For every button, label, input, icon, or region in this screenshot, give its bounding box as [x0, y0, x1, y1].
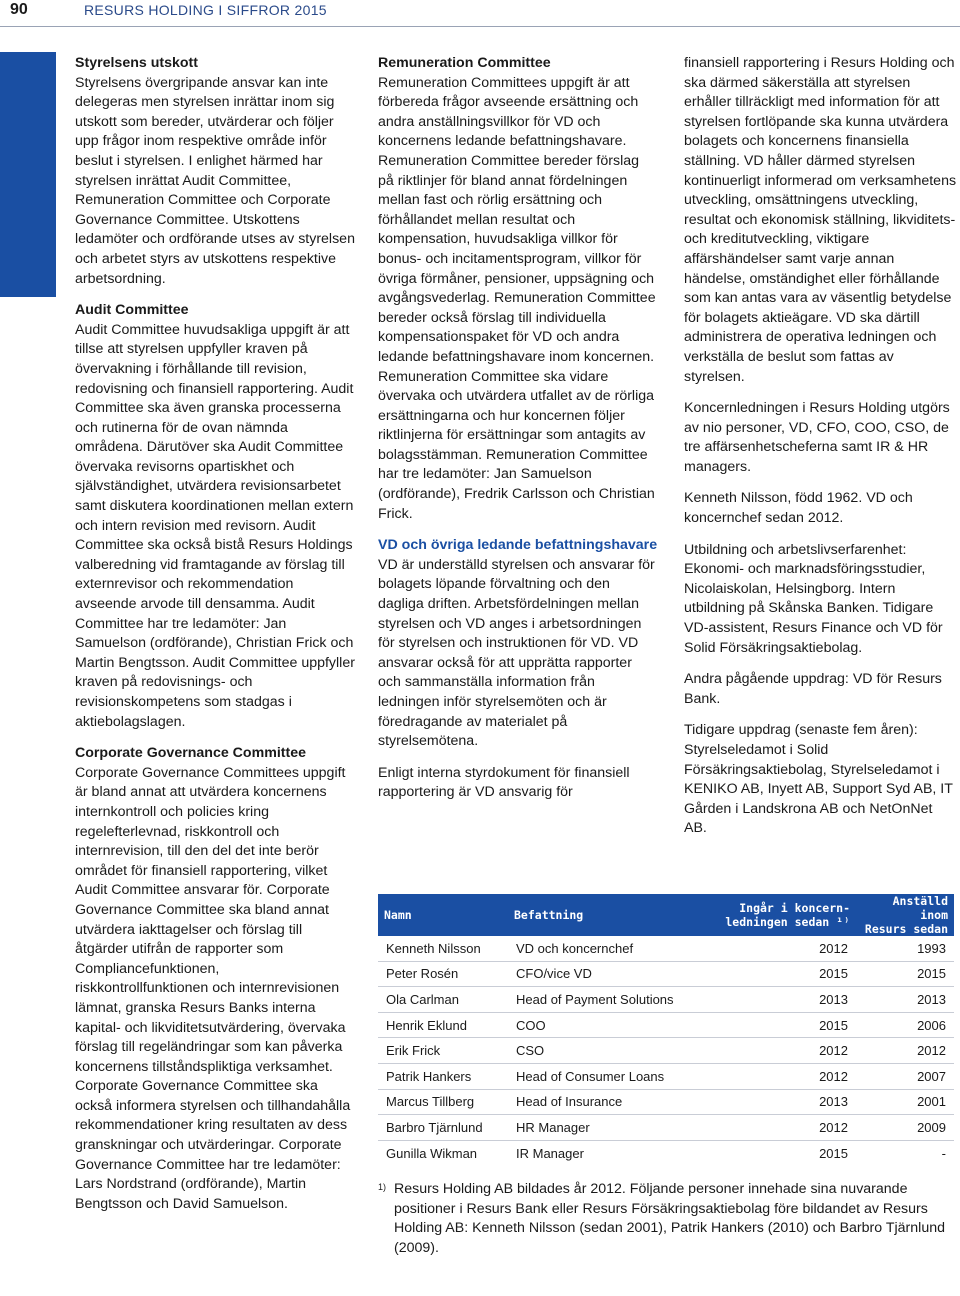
blue-side-bar: [0, 52, 56, 297]
section-corporate-governance: [75, 744, 355, 1214]
header-rule: [0, 26, 960, 27]
column-header-role: Befattning: [514, 908, 584, 922]
column-middle: [378, 54, 658, 815]
section-remuneration-committee: [378, 54, 658, 524]
paragraph: Remuneration Committees uppgift är att förbereda frågor avseende ersättning och andra anställningsvillkor för VD och koncernens ledande befattningshavare. Remuneration Committee bereder förslag på riktlinjer för bland annat fördelningen mellan fast och rörlig ersättning och förhållandet mellan resultat och kompensation, huvudsakliga villkor för bonus- och incitamentsprogram, villkor för övriga förmåner, pensioner, uppsägning och avgångsvederlag. Remuneration Committee bereder också förslag till individuella kompensationspaket för VD och andra ledande befattningshavare inom koncernen. Remuneration Committee ska vidare övervaka och utvärdera utfallet av de rörliga ersättningarna och hur koncernen följer riktlinjerna för ersättningar som antagits av bolagsstämman. Remuneration Committee har tre ledamöter: Jan Samuelson (ordförande), Fredrik Carlsson och Christian Frick.: [378, 74, 656, 522]
section-heading: Corporate Governance Committee: [75, 745, 306, 762]
section-heading: Audit Committee: [75, 302, 189, 319]
section-vd-ledning: [378, 536, 658, 803]
table-header-row: [378, 894, 954, 936]
running-head: RESURS HOLDING I SIFFROR 2015: [84, 2, 327, 18]
section-styrelsens-utskott: [75, 54, 355, 289]
footnote-text: Resurs Holding AB bildades år 2012. Följande personer innehade sina nuvarande positioner i Resurs Bank eller Resurs Försäkringsaktiebolag före bildandet av Resurs Holding AB: Kenneth Nilsson (sedan 2001), Patrik Hankers (2010) och Barbro Tjärnlund (2009).: [394, 1181, 945, 1256]
management-table: [378, 894, 954, 1165]
table-row: Ola Carlman Head of Payment Solutions 2013 2013: [378, 987, 954, 1013]
paragraph: VD är underställd styrelsen och ansvarar för bolagets löpande förvaltning och den dagliga driften. Arbetsfördelningen mellan styrelsen och VD anges i arbetsordningen för styrelsen och instruktionen för VD. VD ansvarar också för att upprätta rapporter och sammanställa information från ledningen inför styrelsemöten och är föredragande av materialet på styrelsemötena.: [378, 556, 655, 750]
section-audit-committee: [75, 301, 355, 732]
table-row: Henrik Eklund COO 2015 2006: [378, 1012, 954, 1038]
section-heading: VD och övriga ledande befattningshavare: [378, 537, 658, 554]
paragraph: finansiell rapportering i Resurs Holding och ska därmed säkerställa att styrelsen erhåller tillräckligt med information för att styrelsen fortlöpande ska kunna utvärdera bolagets och koncernens finansiella ställning. VD håller därmed styrelsen kontinuerligt informerad om verksamhetens utveckling, omsättningens utveckling, resultat och ekonomisk ställning, likviditets- och kreditutveckling, viktigare affärshändelser samt varje annan händelse, omständighet eller förhållande som kan antas vara av väsentlig betydelse för bolagets aktieägare. VD ska därtill administrera de operativa ledningen och verkställa de beslut som fattas av styrelsen.: [684, 55, 957, 385]
page-header: [0, 0, 960, 30]
footnote-marker: 1): [378, 1182, 387, 1192]
paragraph: Tidigare uppdrag (senaste fem åren): Styrelseledamot i Solid Försäkringsaktiebolag, Styrelseledamot i KENIKO AB, Inyett AB, Support Syd AB, IT Gården i Landskrona AB och NetOnNet AB.: [684, 722, 953, 837]
paragraph: Utbildning och arbetslivserfarenhet: Ekonomi- och marknadsföringsstudier, Nicolaiskolan, Helsingborg. Intern utbildning på Skånska Banken. Tidigare VD-assistent, Resurs Finance och VD för Solid Försäkringsaktiebolag.: [684, 541, 943, 656]
section-heading: Remuneration Committee: [378, 55, 551, 71]
column-left: [75, 54, 355, 1226]
column-header-group-since: Ingår i koncern- ledningen sedan ¹⁾: [725, 901, 850, 929]
paragraph: Koncernledningen i Resurs Holding utgörs av nio personer, VD, CFO, COO, CSO, de tre affärsenhetscheferna samt IR & HR managers.: [684, 400, 950, 475]
table-row: Marcus Tillberg Head of Insurance 2013 2001: [378, 1089, 954, 1115]
table-row: Erik Frick CSO 2012 2012: [378, 1038, 954, 1064]
column-header-hired-since: Anställd inom Resurs sedan: [864, 894, 948, 936]
table-row: Gunilla Wikman IR Manager 2015 -: [386, 1145, 946, 1161]
paragraph: Corporate Governance Committees uppgift är bland annat att utvärdera koncernens internkontroll och policies kring regelefterlevnad, riskkontroll och internrevision, till den del det inte berör området för finansiell rapportering, vilket Audit Committee ansvarar för. Corporate Governance Committee ska bland annat utvärdera iakttagelser och förslag till åtgärder utifrån de rapporter som Compliancefunktionen, riskkontrollfunktionen och internrevisionen lämnat, granska Resurs Banks interna kapital- och likviditetsutvärdering, övervaka förslag till regeländringar som kan påverka koncernens tillståndspliktiga verksamhet. Corporate Governance Committee ska också informera styrelsen och tillhandahålla rekommendationer kring resultaten av dess granskningar och utvärderingar. Corporate Governance Committee har tre ledamöter: Lars Nordstrand (ordförande), Martin Bengtsson och David Samuelson.: [75, 764, 351, 1212]
table-row: Barbro Tjärnlund HR Manager 2012 2009: [378, 1115, 954, 1141]
paragraph: Enligt interna styrdokument för finansiell rapportering är VD ansvarig för: [378, 764, 630, 801]
paragraph: Kenneth Nilsson, född 1962. VD och koncernchef sedan 2012.: [684, 490, 913, 527]
table-row: Peter Rosén CFO/vice VD 2015 2015: [378, 961, 954, 987]
paragraph: Andra pågående uppdrag: VD för Resurs Bank.: [684, 671, 942, 707]
table-row: Patrik Hankers Head of Consumer Loans 2012 2007: [378, 1063, 954, 1089]
column-right: [684, 54, 958, 851]
paragraph: Styrelsens övergripande ansvar kan inte delegeras men styrelsen inrättar inom sig utskott som bereder, utvärderar och följer upp frågor inom respektive område inför beslut i styrelsen. I enlighet härmed har styrelsen inrättat Audit Committee, Remuneration Committee och Corporate Governance Committee. Utskottens ledamöter och ordförande utses av styrelsen och arbetet styrs av utskottens respektive arbetsordning.: [75, 74, 355, 287]
table-row: Kenneth Nilsson VD och koncernchef 2012 1993: [378, 936, 954, 961]
page-number: 90: [10, 1, 28, 18]
footnote: [378, 1180, 958, 1258]
column-header-name: Namn: [384, 908, 412, 922]
section-heading: Styrelsens utskott: [75, 55, 198, 71]
paragraph: Audit Committee huvudsakliga uppgift är att tillse att styrelsen uppfyller kraven på övervakning i förhållande till revision, redovisning och finansiell rapportering. Audit Committee ska även granska processerna och rutinerna för de ovan nämnda områdena. Därutöver ska Audit Committee övervaka revisorns opartiskhet och självständighet, utvärdera revisionsarbetet samt diskutera koordinationen mellan extern och intern revision med revisorn. Audit Committee ska också bistå Resurs Holdings valberedning vid framtagande av förslag till externrevisor och rekommendation avseende arvode till densamma. Audit Committee har tre ledamöter: Jan Samuelson (ordförande), Christian Frick och Martin Bengtsson. Audit Committee uppfyller kraven på redovisnings- och revisionskompetens som stadgas i aktiebolagslagen.: [75, 321, 355, 730]
